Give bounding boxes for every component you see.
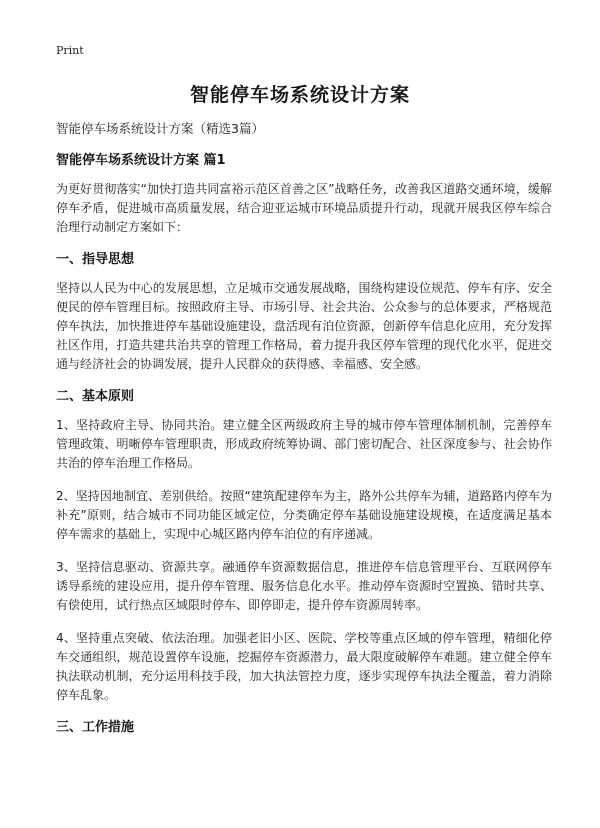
heading-work-measures: 三、工作措施 xyxy=(56,720,135,735)
document-body xyxy=(56,120,552,747)
principle-paragraph: 1、坚持政府主导、协同共治。建立健全区两级政府主导的城市停车管理体制机制，完善停车管理政策、明晰停车管理职责，形成政府统筹协调、部门密切配合、社区深度参与、社会协作共治的停车治理工作格局。 xyxy=(56,418,552,470)
intro-paragraph: 为更好贯彻落实“加快打造共同富裕示范区首善之区”战略任务，改善我区道路交通环境，缓解停车矛盾，促进城市高质量发展，结合迎亚运城市环境品质提升行动，现就开展我区停车综合治理行动制定方案如下： xyxy=(56,182,552,234)
heading-basic-principles: 二、基本原则 xyxy=(56,389,135,404)
section-title: 智能停车场系统设计方案 篇1 xyxy=(56,153,226,168)
heading-guiding-thought: 一、指导思想 xyxy=(56,252,135,267)
guiding-thought-paragraph: 坚持以人民为中心的发展思想，立足城市交通发展战略，围绕构建设位规范、停车有序、安全便民的停车管理目标。按照政府主导、市场引导、社会共治、公众参与的总体要求，严格规范停车执法，加快推进停车基础设施建设，盘活现有泊位资源，创新停车信息化应用，充分发挥社区作用，打造共建共治共享的管理工作格局，着力提升我区停车管理的现代化水平，促进交通与经济社会的协调发展，提升人民群众的获得感、幸福感、安全感。 xyxy=(56,281,552,371)
print-label: Print xyxy=(56,44,84,57)
principle-paragraph: 2、坚持因地制宜、差别供给。按照“建筑配建停车为主，路外公共停车为辅，道路路内停车为补充”原则，结合城市不同功能区域定位，分类确定停车基础设施建设规模，在适度满足基本停车需求的基础上，实现中心城区路内停车泊位的有序递减。 xyxy=(56,489,552,541)
principle-paragraph: 3、坚持信息驱动、资源共享。融通停车资源数据信息，推进停车信息管理平台、互联网停车诱导系统的建设应用，提升停车管理、服务信息化水平。推动停车资源时空置换、错时共享、有偿使用，试行热点区域限时停车、即停即走，提升停车资源周转率。 xyxy=(56,560,552,612)
principle-paragraph: 4、坚持重点突破、依法治理。加强老旧小区、医院、学校等重点区域的停车管理，精细化停车交通组织，规范设置停车设施，挖掘停车资源潜力，最大限度破解停车难题。建立健全停车执法联动机制，充分运用科技手段，加大执法管控力度，逐步实现停车执法全覆盖，着力消除停车乱象。 xyxy=(56,631,552,702)
document-title: 智能停车场系统设计方案 xyxy=(189,84,410,106)
document-subtitle: 智能停车场系统设计方案（精选3篇） xyxy=(56,121,264,136)
